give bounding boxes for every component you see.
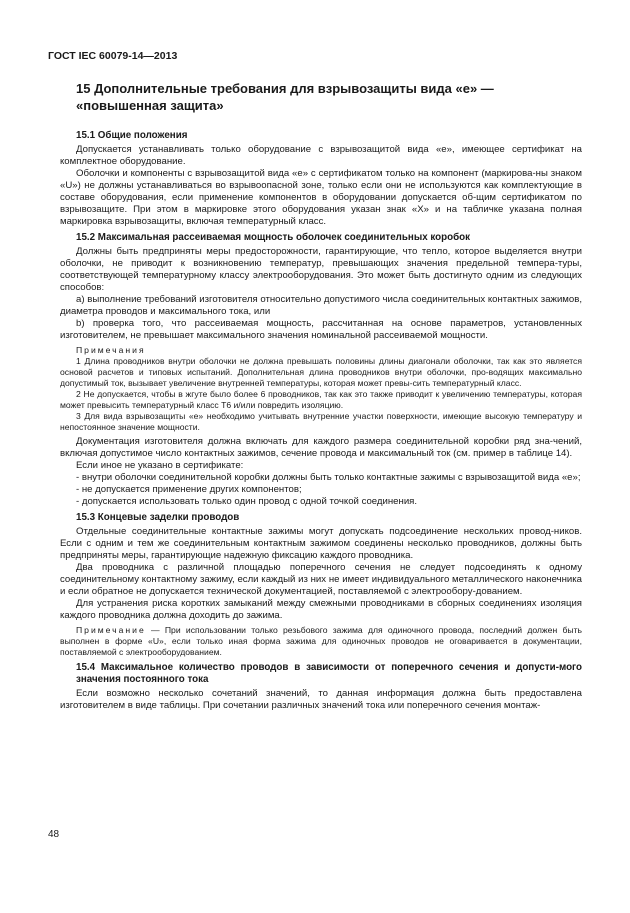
paragraph: Если иное не указано в сертификате: [76,460,244,471]
note-1: 1 Длина проводников внутри оболочки не должна превышать половины длины диагонали оболочки, так как это является основой расчетов и типовых испытаний. Дополнительная длина проводников внутри оболочки, про-водящих максимально допустимый ток, вызывает увеличение внутренней температуры, которая может превы-сить температурный класс. [60,356,582,388]
note-15-3 [60,625,582,658]
document-body [60,126,582,712]
heading-15-3: 15.3 Концевые заделки проводов [76,512,240,523]
list-item-a: а) выполнение требований изготовителя относительно допустимого числа соединительных контактных зажимов, диаметра проводов и максимального тока, или [60,294,582,317]
page-number: 48 [48,829,60,840]
heading-15-1: 15.1 Общие положения [76,130,188,141]
list-item: - внутри оболочки соединительной коробки должны быть только контактные зажимы с взрывозащитой вида «е»; [76,472,581,483]
note-2: 2 Не допускается, чтобы в жгуте было более 6 проводников, так как это также приводит к увеличению температуры, которая может превысить температурный класс Т6 и/или повредить изоляцию. [60,389,582,410]
paragraph: Оболочки и компоненты с взрывозащитой вида «е» с сертификатом только на компонент (маркирова-ны знаком «U») не должны устанавливаться во взрывоопасной зоне, только если они не используются как комплектующие в составе оборудования, если применение компонентов в оборудовании допускается об-щим сертификатом по взрывозащите. При этом в маркировке этого оборудования указан знак «X» и на табличке указана полная маркировка взрывозащиты, включая температурный класс. [60,168,582,227]
paragraph: Два проводника с различной площадью поперечного сечения не следует подсоединять к одному соединительному контактному зажиму, если каждый из них не имеет индивидуального металлического наконечника и если обратное не допускается технической документацией, поставляемой с электрообору-дованием. [60,562,582,597]
paragraph: Отдельные соединительные контактные зажимы могут допускать подсоединение нескольких провод-ников. Если с одним и тем же соединительным контактным зажимом соединены несколько проводников, должны быть предприняты меры, гарантирующие надежную фиксацию каждого проводника. [60,526,582,561]
notes-heading: Примечания [76,345,146,355]
paragraph: Для устранения риска коротких замыканий между смежными проводниками в сборных соединениях изоляция каждого проводника должна доходить до зажима. [60,598,582,621]
heading-15-4: 15.4 Максимальное количество проводов в зависимости от поперечного сечения и допусти-мого значения постоянного тока [76,662,582,685]
standard-designation: ГОСТ IEC 60079-14—2013 [48,50,178,62]
paragraph: Если возможно несколько сочетаний значений, то данная информация должна быть предоставлена изготовителем в виде таблицы. При сочетании различных значений тока или поперечного сечения монтаж- [60,688,582,711]
note-text: — При использовании только резьбового зажима для одиночного провода, последний должен быть выполнен в форме «U», если только иная форма зажима для одиночных проводов не оговаривается в документации, поставляемой с электрооборудованием. [60,625,582,657]
section-title: 15 Дополнительные требования для взрывозащиты вида «е» — «повышенная защита» [76,81,494,113]
note-3: 3 Для вида взрывозащиты «е» необходимо учитывать внутренние участки поверхности, имеющие высокую температуру и непостоянное значение мощности. [60,411,582,432]
heading-15-2: 15.2 Максимальная рассеиваемая мощность оболочек соединительных коробок [76,232,471,243]
list-item-b: b) проверка того, что рассеиваемая мощность, рассчитанная на основе параметров, установленных изготовителем, не превышает максимального значения номинальной рассеиваемой мощности. [60,318,582,341]
paragraph: Документация изготовителя должна включать для каждого размера соединительной коробки ряд зна-чений, включая допустимое число контактных зажимов, сечение провода и максимальный ток (см. пример в таблице 14). [60,436,582,459]
list-item: - допускается использовать только один провод с одной точкой соединения. [76,496,418,507]
paragraph: Должны быть предприняты меры предосторожности, гарантирующие, что тепло, которое выделяется внутри оболочки, не приводит к возникновению температур, превышающих значения предельной темпера-туры, соответствующей температурному классу электрооборудования. Это может быть достигнуто одним из следующих способов: [60,246,582,293]
list-item: - не допускается применение других компонентов; [76,484,302,495]
paragraph: Допускается устанавливать только оборудование с взрывозащитой вида «е», имеющее сертификат на комплектное оборудование. [60,144,582,167]
note-label: Примечание [76,625,146,635]
